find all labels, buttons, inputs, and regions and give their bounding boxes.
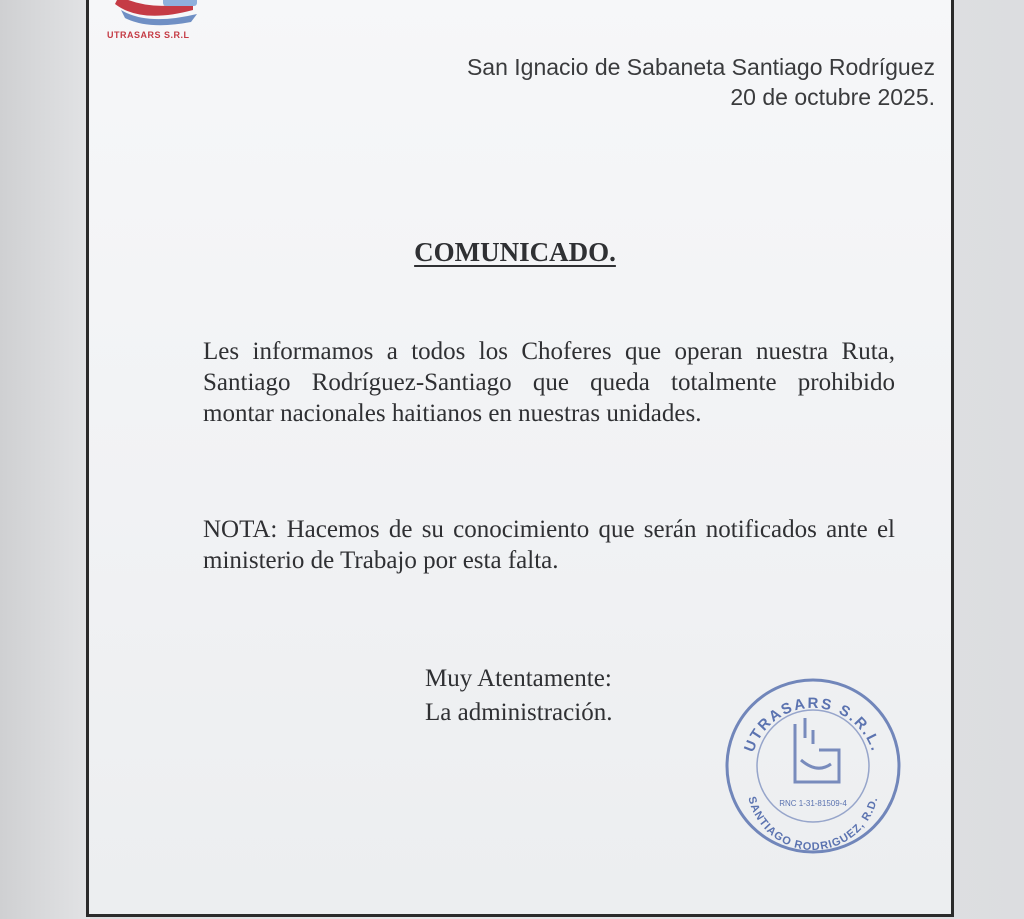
stamp-rnc: RNC 1-31-81509-4 — [779, 799, 847, 808]
svg-text:UTRASARS S.R.L. — [741, 695, 885, 754]
company-stamp — [721, 674, 905, 858]
dateline — [467, 52, 935, 112]
logo-text: UTRASARS S.R.L — [107, 30, 190, 40]
stamp-bottom-text: SANTIAGO RODRIGUEZ, R.D. — [745, 795, 881, 854]
document-title — [89, 237, 951, 268]
stamp-emblem-icon — [795, 718, 839, 782]
closing-greeting: Muy Atentamente: — [425, 665, 612, 692]
document-page — [86, 0, 954, 917]
background-edge — [0, 0, 90, 919]
closing-block — [425, 662, 612, 730]
paragraph-note: NOTA: Hacemos de su conocimiento que serán notificados ante el ministerio de Trabajo por esta falta. — [203, 516, 895, 574]
stamp-top-text: UTRASARS S.R.L. — [740, 694, 886, 755]
date-text: 20 de octubre 2025. — [730, 84, 935, 110]
closing-signature: La administración. — [425, 699, 613, 726]
location-text: San Ignacio de Sabaneta Santiago Rodríguez — [466, 54, 935, 80]
paragraph-main: Les informamos a todos los Choferes que operan nuestra Ruta, Santiago Rodríguez-Santiago que queda totalmente prohibido montar nacionales haitianos en nuestras unidades. — [203, 338, 895, 427]
title-text: COMUNICADO. — [414, 237, 616, 267]
